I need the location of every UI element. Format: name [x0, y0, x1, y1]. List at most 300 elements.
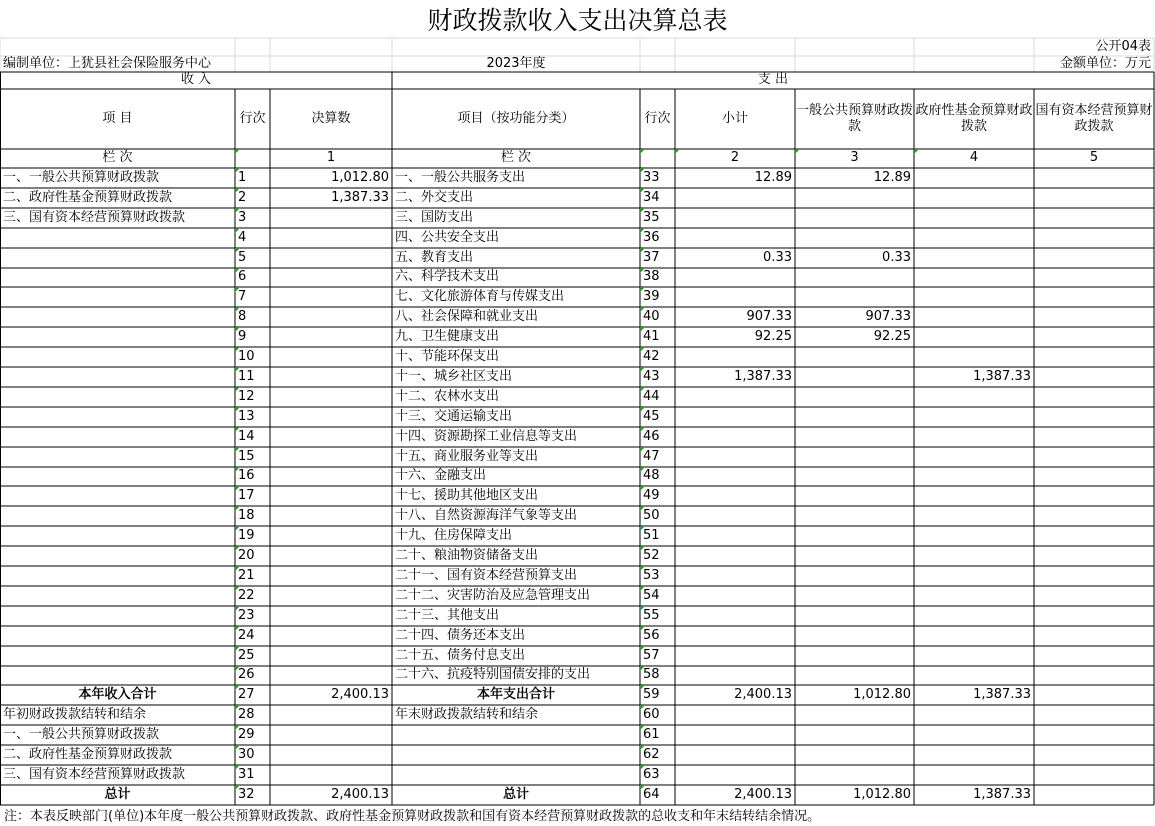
expense-subtotal: [675, 387, 795, 407]
expense-subtotal: [675, 546, 795, 566]
expense-subtotal: 2,400.13: [734, 686, 792, 702]
expense-gov-fund: [914, 546, 1034, 566]
income-amount: [270, 646, 392, 666]
header-expense-item: 项目（按功能分类）: [457, 110, 575, 126]
expense-general-budget: [795, 268, 914, 287]
expense-gov-fund: [914, 387, 1034, 407]
expense-line-number: 46: [640, 427, 675, 447]
expense-state-capital: [1034, 447, 1154, 467]
expense-gov-fund: 1,387.33: [973, 368, 1031, 384]
expense-item: 二十、粮油物资储备支出: [395, 547, 539, 563]
income-line-number: 29: [235, 725, 270, 745]
expense-subtotal: [675, 347, 795, 367]
expense-state-capital: [1034, 228, 1154, 248]
expense-gov-fund: [914, 506, 1034, 526]
income-line-number: 16: [235, 467, 270, 486]
income-amount: [270, 327, 392, 347]
expense-subtotal: [675, 765, 795, 785]
income-amount: [270, 586, 392, 606]
expense-general-budget: [795, 705, 914, 725]
expense-gov-fund: [914, 407, 1034, 427]
expense-gov-fund: [914, 566, 1034, 586]
income-amount: [270, 287, 392, 307]
income-item: [0, 486, 235, 506]
header-income-line: 行次: [239, 110, 266, 126]
expense-line-number: 61: [640, 725, 675, 745]
income-amount: [270, 248, 392, 268]
income-line-number: 18: [235, 506, 270, 526]
income-item: [0, 546, 235, 566]
amount-unit: 金额单位：万元: [1059, 56, 1151, 71]
expense-gov-fund: [914, 168, 1034, 188]
income-line-number: 9: [235, 327, 270, 347]
column-row-subtotal: 2: [675, 149, 795, 168]
income-line-number: 7: [235, 287, 270, 307]
expense-subtotal: [675, 606, 795, 626]
expense-item: 十六、金融支出: [395, 468, 487, 484]
footnote: 注：本表反映部门(单位)本年度一般公共预算财政拨款、政府性基金预算财政拨款和国有资本经营预算财政拨款的总收支和年末结转结余情况。: [4, 808, 821, 824]
income-amount: [270, 467, 392, 486]
income-amount: [270, 765, 392, 785]
expense-line-number: 49: [640, 486, 675, 506]
expense-subtotal: [675, 506, 795, 526]
income-line-number: 24: [235, 626, 270, 646]
expense-item: 十七、援助其他地区支出: [395, 487, 539, 503]
expense-state-capital: [1034, 626, 1154, 646]
column-row-expense-line: [640, 149, 675, 168]
income-item: [0, 606, 235, 626]
expense-subtotal: [675, 725, 795, 745]
expense-state-capital: [1034, 347, 1154, 367]
income-item: 三、国有资本经营预算财政拨款: [3, 209, 186, 225]
expense-gov-fund: 1,387.33: [973, 786, 1031, 802]
expense-subtotal: [675, 486, 795, 506]
income-item: 一、一般公共预算财政拨款: [3, 726, 160, 742]
expense-line-number: 47: [640, 447, 675, 467]
expense-general-budget: 92.25: [873, 328, 911, 344]
expense-subtotal: [675, 287, 795, 307]
income-item: [0, 506, 235, 526]
income-item: [0, 347, 235, 367]
expense-gov-fund: [914, 745, 1034, 765]
income-item: 二、政府性基金预算财政拨款: [3, 746, 173, 762]
expense-general-budget: [795, 765, 914, 785]
expense-gov-fund: [914, 268, 1034, 287]
year-label: 2023年度: [486, 56, 546, 71]
income-amount: [270, 307, 392, 327]
expense-subtotal: [675, 526, 795, 546]
expense-line-number: 54: [640, 586, 675, 606]
income-amount: [270, 745, 392, 765]
expense-state-capital: [1034, 287, 1154, 307]
expense-line-number: 35: [640, 208, 675, 228]
income-line-number: 23: [235, 606, 270, 626]
income-amount: 1,387.33: [331, 189, 389, 205]
expense-general-budget: [795, 486, 914, 506]
header-income-item: 项 目: [102, 110, 133, 126]
income-amount: [270, 566, 392, 586]
expense-gov-fund: [914, 248, 1034, 268]
expense-item: 五、教育支出: [395, 249, 474, 265]
income-line-number: 27: [235, 685, 270, 705]
income-item: [0, 526, 235, 546]
expense-item: 年末财政拨款结转和结余: [395, 706, 539, 722]
expense-line-number: 55: [640, 606, 675, 626]
expense-subtotal: [675, 228, 795, 248]
expense-gov-fund: [914, 447, 1034, 467]
header-general-budget: 一般公共预算财政拨款: [795, 102, 913, 134]
expense-line-number: 48: [640, 467, 675, 486]
income-line-number: 11: [235, 367, 270, 387]
expense-state-capital: [1034, 785, 1154, 805]
expense-state-capital: [1034, 546, 1154, 566]
expense-gov-fund: [914, 327, 1034, 347]
income-amount: [270, 228, 392, 248]
expense-general-budget: [795, 208, 914, 228]
expense-gov-fund: [914, 606, 1034, 626]
expense-item: 六、科学技术支出: [395, 269, 500, 285]
expense-item: [392, 765, 640, 785]
expense-item: 二、外交支出: [395, 189, 474, 205]
income-amount: 2,400.13: [331, 786, 389, 802]
income-amount: [270, 387, 392, 407]
expense-general-budget: 907.33: [865, 308, 911, 324]
expense-general-budget: 1,012.80: [853, 686, 911, 702]
expense-state-capital: [1034, 307, 1154, 327]
expense-gov-fund: [914, 307, 1034, 327]
expense-general-budget: [795, 586, 914, 606]
expense-item: [392, 725, 640, 745]
expense-item: 十四、资源勘探工业信息等支出: [395, 428, 578, 444]
income-item: [0, 646, 235, 666]
income-amount: [270, 705, 392, 725]
form-code: 公开04表: [1095, 38, 1151, 54]
expense-state-capital: [1034, 765, 1154, 785]
income-line-number: 26: [235, 666, 270, 685]
expense-state-capital: [1034, 427, 1154, 447]
expense-item: 本年支出合计: [476, 686, 555, 702]
expense-subtotal: 92.25: [754, 328, 792, 344]
expense-line-number: 62: [640, 745, 675, 765]
report-title: 财政拨款收入支出决算总表: [427, 6, 728, 35]
income-amount: [270, 546, 392, 566]
expense-item: 十一、城乡社区支出: [395, 368, 513, 384]
expense-general-budget: [795, 546, 914, 566]
expense-line-number: 60: [640, 705, 675, 725]
expense-line-number: 50: [640, 506, 675, 526]
expense-item: 三、国防支出: [395, 209, 474, 225]
expense-general-budget: [795, 626, 914, 646]
expense-general-budget: [795, 467, 914, 486]
income-line-number: 17: [235, 486, 270, 506]
expense-gov-fund: [914, 526, 1034, 546]
income-line-number: 3: [235, 208, 270, 228]
expense-item: 十三、交通运输支出: [395, 408, 513, 424]
expense-subtotal: [675, 188, 795, 208]
header-subtotal: 小计: [721, 110, 748, 126]
column-row-general-budget: 3: [795, 149, 914, 168]
section-expense: 支 出: [757, 72, 789, 88]
column-row-income-label: 栏 次: [102, 150, 133, 166]
expense-state-capital: [1034, 705, 1154, 725]
section-income: 收 入: [180, 72, 212, 88]
expense-general-budget: [795, 606, 914, 626]
income-amount: [270, 347, 392, 367]
expense-state-capital: [1034, 188, 1154, 208]
income-item: 年初财政拨款结转和结余: [3, 706, 147, 722]
expense-line-number: 34: [640, 188, 675, 208]
expense-subtotal: [675, 427, 795, 447]
expense-line-number: 44: [640, 387, 675, 407]
expense-line-number: 43: [640, 367, 675, 387]
expense-line-number: 38: [640, 268, 675, 287]
expense-gov-fund: [914, 765, 1034, 785]
header-gov-fund: 政府性基金预算财政拨款: [915, 102, 1033, 134]
income-item: [0, 427, 235, 447]
unit-label: 编制单位：上犹县社会保险服务中心: [3, 56, 212, 71]
expense-state-capital: [1034, 745, 1154, 765]
expense-line-number: 52: [640, 546, 675, 566]
income-line-number: 25: [235, 646, 270, 666]
expense-general-budget: [795, 566, 914, 586]
expense-subtotal: [675, 407, 795, 427]
expense-subtotal: [675, 447, 795, 467]
expense-line-number: 33: [640, 168, 675, 188]
income-amount: [270, 407, 392, 427]
column-row-income-line: [235, 149, 270, 168]
income-line-number: 19: [235, 526, 270, 546]
expense-item: 二十一、国有资本经营预算支出: [395, 567, 578, 583]
income-line-number: 22: [235, 586, 270, 606]
income-line-number: 15: [235, 447, 270, 467]
expense-general-budget: [795, 506, 914, 526]
income-amount: [270, 526, 392, 546]
expense-item: 八、社会保障和就业支出: [395, 308, 539, 324]
expense-gov-fund: [914, 347, 1034, 367]
income-item: 三、国有资本经营预算财政拨款: [3, 766, 186, 782]
income-line-number: 12: [235, 387, 270, 407]
expense-gov-fund: [914, 626, 1034, 646]
expense-general-budget: [795, 646, 914, 666]
expense-state-capital: [1034, 467, 1154, 486]
expense-general-budget: 0.33: [882, 249, 911, 265]
expense-subtotal: [675, 626, 795, 646]
expense-gov-fund: [914, 705, 1034, 725]
expense-gov-fund: [914, 228, 1034, 248]
expense-general-budget: [795, 188, 914, 208]
expense-state-capital: [1034, 526, 1154, 546]
expense-subtotal: [675, 268, 795, 287]
expense-gov-fund: [914, 646, 1034, 666]
income-line-number: 31: [235, 765, 270, 785]
expense-item: 十五、商业服务业等支出: [395, 448, 539, 464]
income-line-number: 1: [235, 168, 270, 188]
expense-gov-fund: [914, 427, 1034, 447]
expense-gov-fund: [914, 188, 1034, 208]
income-line-number: 14: [235, 427, 270, 447]
expense-general-budget: [795, 387, 914, 407]
expense-item: 二十五、债务付息支出: [395, 647, 526, 663]
expense-line-number: 53: [640, 566, 675, 586]
column-row-gov-fund: 4: [914, 149, 1034, 168]
income-item: [0, 586, 235, 606]
expense-item: 十九、住房保障支出: [395, 527, 513, 543]
expense-state-capital: [1034, 268, 1154, 287]
expense-subtotal: [675, 745, 795, 765]
header-income-amount: 决算数: [311, 110, 351, 126]
expense-item: 十八、自然资源海洋气象等支出: [395, 507, 578, 523]
income-item: [0, 307, 235, 327]
expense-subtotal: 0.33: [763, 249, 792, 265]
column-row-state-capital: 5: [1089, 150, 1099, 166]
header-state-capital: 国有资本经营预算财政拨款: [1035, 102, 1153, 134]
expense-state-capital: [1034, 685, 1154, 705]
expense-state-capital: [1034, 367, 1154, 387]
column-row-expense-label: 栏 次: [500, 150, 532, 166]
expense-line-number: 36: [640, 228, 675, 248]
income-amount: [270, 666, 392, 685]
expense-subtotal: [675, 705, 795, 725]
expense-state-capital: [1034, 407, 1154, 427]
income-line-number: 28: [235, 705, 270, 725]
expense-line-number: 63: [640, 765, 675, 785]
expense-item: 十、节能环保支出: [395, 348, 500, 364]
income-line-number: 6: [235, 268, 270, 287]
expense-line-number: 57: [640, 646, 675, 666]
expense-gov-fund: 1,387.33: [973, 686, 1031, 702]
expense-line-number: 39: [640, 287, 675, 307]
expense-general-budget: [795, 407, 914, 427]
expense-gov-fund: [914, 725, 1034, 745]
income-amount: [270, 626, 392, 646]
income-amount: [270, 606, 392, 626]
income-item: [0, 666, 235, 685]
expense-line-number: 37: [640, 248, 675, 268]
income-item: [0, 626, 235, 646]
income-item: [0, 566, 235, 586]
income-item: 一、一般公共预算财政拨款: [3, 169, 160, 185]
expense-item: 九、卫生健康支出: [395, 328, 500, 344]
expense-item: 十二、农林水支出: [395, 388, 500, 404]
expense-state-capital: [1034, 486, 1154, 506]
income-line-number: 13: [235, 407, 270, 427]
expense-subtotal: [675, 646, 795, 666]
income-item: [0, 248, 235, 268]
expense-item: 二十三、其他支出: [395, 607, 500, 623]
expense-state-capital: [1034, 566, 1154, 586]
expense-line-number: 42: [640, 347, 675, 367]
income-item: 本年收入合计: [78, 686, 157, 702]
income-amount: [270, 268, 392, 287]
expense-general-budget: [795, 347, 914, 367]
expense-item: 七、文化旅游体育与传媒支出: [395, 288, 565, 304]
expense-line-number: 59: [640, 685, 675, 705]
expense-state-capital: [1034, 646, 1154, 666]
expense-state-capital: [1034, 666, 1154, 685]
expense-item: 二十四、债务还本支出: [395, 627, 526, 643]
expense-line-number: 51: [640, 526, 675, 546]
income-amount: [270, 367, 392, 387]
income-line-number: 4: [235, 228, 270, 248]
expense-general-budget: [795, 745, 914, 765]
expense-general-budget: 1,012.80: [853, 786, 911, 802]
income-item: 总计: [104, 786, 131, 802]
expense-general-budget: [795, 447, 914, 467]
expense-line-number: 45: [640, 407, 675, 427]
income-amount: [270, 427, 392, 447]
expense-general-budget: [795, 287, 914, 307]
expense-general-budget: 12.89: [873, 169, 911, 185]
income-line-number: 8: [235, 307, 270, 327]
expense-gov-fund: [914, 666, 1034, 685]
income-item: [0, 268, 235, 287]
expense-gov-fund: [914, 208, 1034, 228]
expense-state-capital: [1034, 208, 1154, 228]
expense-line-number: 58: [640, 666, 675, 685]
income-amount: 2,400.13: [331, 686, 389, 702]
expense-general-budget: [795, 228, 914, 248]
expense-state-capital: [1034, 248, 1154, 268]
income-item: 二、政府性基金预算财政拨款: [3, 189, 173, 205]
column-row-income-amount: 1: [326, 150, 336, 166]
expense-subtotal: [675, 566, 795, 586]
expense-state-capital: [1034, 725, 1154, 745]
income-line-number: 10: [235, 347, 270, 367]
income-line-number: 30: [235, 745, 270, 765]
expense-subtotal: [675, 467, 795, 486]
expense-state-capital: [1034, 387, 1154, 407]
expense-item: 一、一般公共服务支出: [395, 169, 526, 185]
expense-line-number: 40: [640, 307, 675, 327]
expense-state-capital: [1034, 327, 1154, 347]
income-item: [0, 387, 235, 407]
expense-subtotal: [675, 666, 795, 685]
income-item: [0, 407, 235, 427]
expense-general-budget: [795, 526, 914, 546]
expense-state-capital: [1034, 506, 1154, 526]
expense-line-number: 56: [640, 626, 675, 646]
expense-subtotal: 2,400.13: [734, 786, 792, 802]
expense-general-budget: [795, 666, 914, 685]
expense-subtotal: 1,387.33: [734, 368, 792, 384]
expense-line-number: 64: [640, 785, 675, 805]
expense-item: [392, 745, 640, 765]
expense-state-capital: [1034, 606, 1154, 626]
expense-subtotal: 12.89: [754, 169, 792, 185]
income-line-number: 5: [235, 248, 270, 268]
income-line-number: 2: [235, 188, 270, 208]
income-amount: [270, 725, 392, 745]
expense-gov-fund: [914, 287, 1034, 307]
expense-item: 四、公共安全支出: [395, 229, 500, 245]
income-line-number: 32: [235, 785, 270, 805]
expense-general-budget: [795, 427, 914, 447]
income-amount: [270, 208, 392, 228]
expense-state-capital: [1034, 168, 1154, 188]
income-item: [0, 327, 235, 347]
expense-state-capital: [1034, 586, 1154, 606]
expense-gov-fund: [914, 486, 1034, 506]
income-amount: [270, 506, 392, 526]
income-item: [0, 367, 235, 387]
expense-general-budget: [795, 725, 914, 745]
expense-item: 二十六、抗疫特别国债安排的支出: [395, 667, 591, 683]
expense-item: 二十二、灾害防治及应急管理支出: [395, 587, 591, 603]
income-item: [0, 447, 235, 467]
expense-subtotal: [675, 208, 795, 228]
expense-item: 总计: [502, 786, 529, 802]
income-line-number: 21: [235, 566, 270, 586]
